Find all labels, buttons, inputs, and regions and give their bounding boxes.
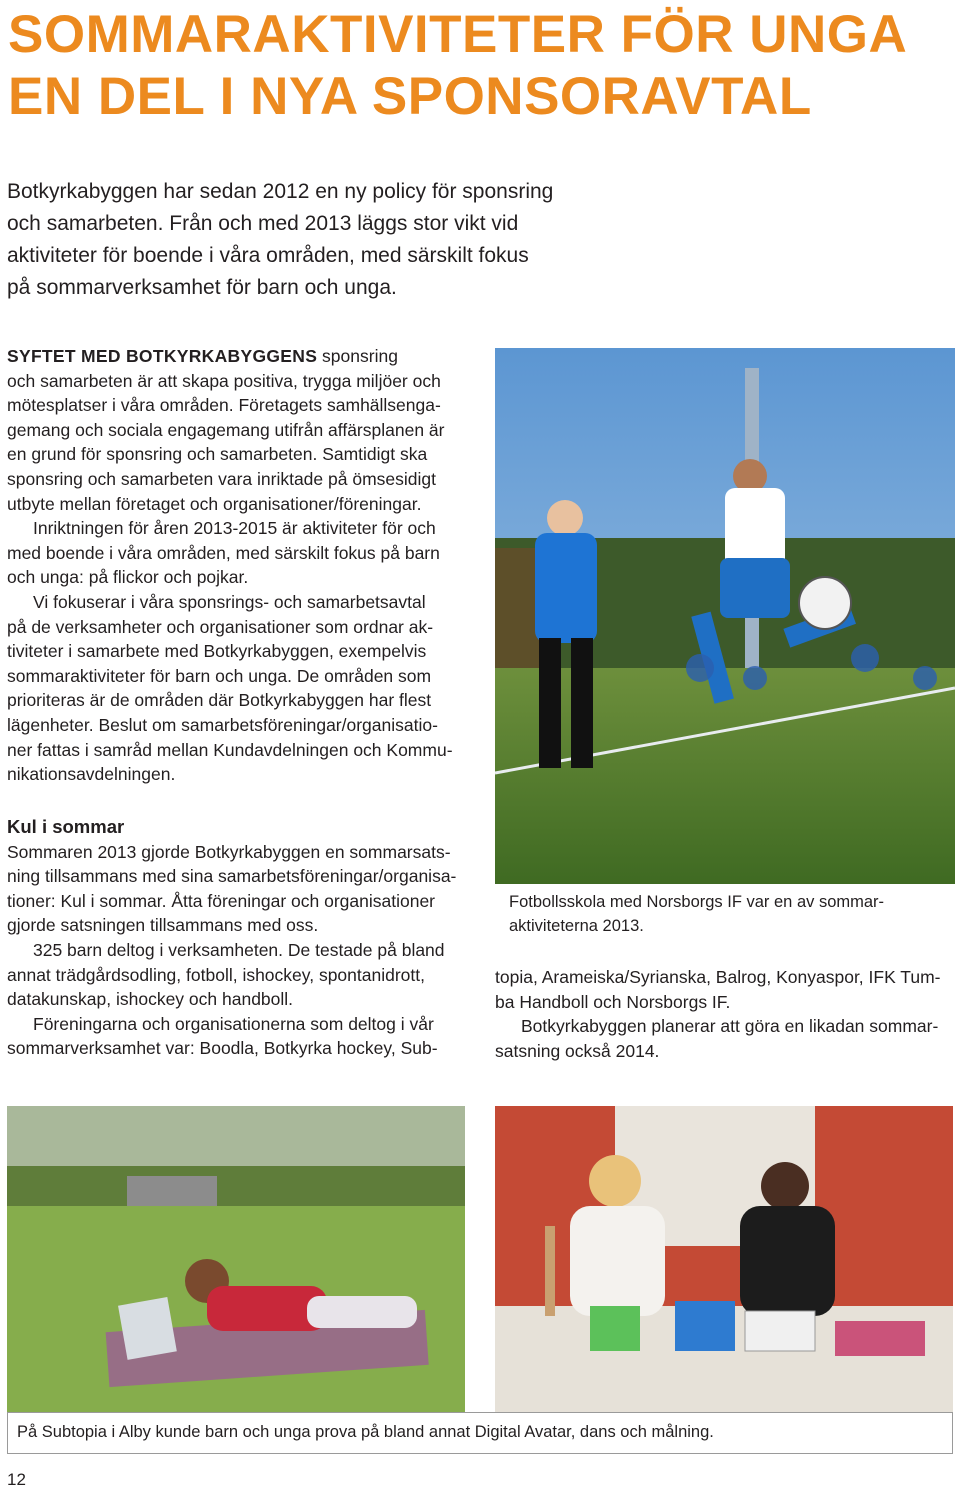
right-paragraph-2 [495,1014,955,1063]
text-line: lägenheter. Beslut om samarbetsföreningar/organisatio- [7,714,438,735]
text-line: prioriteras är de områden där Botkyrkabyggen har flest [7,690,432,711]
football-ball [799,577,851,629]
text-line: mötesplatser i våra områden. Företagets samhällsenga- [7,395,441,416]
text-line: sponsring och samarbeten vara inriktade på ömsesidigt [7,468,436,489]
text-line: ba Handboll och Norsborgs IF. [495,991,731,1012]
body-paragraph-3 [7,590,477,787]
text-line: och samarbeten är att skapa positiva, trygga miljöer och [7,370,441,391]
text-line: utbyte mellan företaget och organisationer/föreningar. [7,493,422,514]
text-line: sommarverksamhet var: Boodla, Botkyrka hockey, Sub- [7,1038,438,1059]
text-line: och unga: på flickor och pojkar. [7,567,249,588]
text-line: en grund för sponsring och samarbeten. Samtidigt ska [7,444,428,465]
text-line: Sommaren 2013 gjorde Botkyrkabyggen en sommarsats- [7,841,451,862]
text-line: sommaraktiviteter för barn och unga. De områden som [7,665,432,686]
lead-line: aktiviteter för boende i våra områden, med särskilt fokus [7,244,529,267]
section-paragraph-3 [7,1012,482,1061]
text-line: med boende i våra områden, med särskilt fokus på barn [7,542,440,563]
section-heading [7,815,482,840]
text-line: tioner: Kul i sommar. Åtta föreningar och organisationer [7,890,435,911]
text-line: Fotbollsskola med Norsborgs IF var en av sommar- [509,893,885,911]
lead-paragraph [7,176,607,304]
text-line: Botkyrkabyggen planerar att göra en likadan sommar- [521,1016,939,1037]
football-photo [495,348,955,884]
lead-line: på sommarverksamhet för barn och unga. [7,276,397,299]
text-line: datakunskap, ishockey och handboll. [7,989,294,1010]
text-line: sponsring [317,346,398,366]
right-paragraph-1 [495,965,955,1014]
text-line: ner fattas i samråd mellan Kundavdelningen och Kommu- [7,739,453,760]
text-line: ning tillsammans med sina samarbetsföreningar/organisa- [7,866,457,887]
body-paragraph-2 [7,516,477,590]
text-line: aktiviteterna 2013. [509,917,644,935]
photo-caption: På Subtopia i Alby kunde barn och unga prova på bland annat Digital Avatar, dans och målning. [17,1423,714,1441]
text-line: 325 barn deltog i verksamheten. De testade på bland [33,939,445,960]
text-line: satsning också 2014. [495,1040,660,1061]
lead-line: Botkyrkabyggen har sedan 2012 en ny policy för sponsring [7,180,554,203]
run-in-caps: SYFTET MED BOTKYRKABYGGENS [7,346,318,366]
section-paragraph-1 [7,840,482,938]
text-line: Vi fokuserar i våra sponsrings- och samarbetsavtal [33,591,426,612]
text-line: Föreningarna och organisationerna som deltog i vår [33,1013,434,1034]
text-line: topia, Arameiska/Syrianska, Balrog, Konyaspor, IFK Tum- [495,967,941,987]
section-kul-i-sommar [7,815,482,1061]
title-line-1: SOMMARAKTIVITETER FÖR UNGA [8,5,908,64]
heading-text: Kul i sommar [7,816,125,837]
page-number: 12 [7,1470,26,1489]
workshop-photo [495,1106,953,1412]
football-caption [509,890,949,938]
text-line: på de verksamheter och organisationer som ordnar ak- [7,616,434,637]
text-line: tiviteter i samarbete med Botkyrkabyggen, exempelvis [7,641,427,662]
text-line: annat trädgårdsodling, fotboll, ishockey, spontanidrott, [7,964,425,985]
text-line: gemang och sociala engagemang utifrån affärsplanen är [7,419,445,440]
text-line: gjorde satsningen tillsammans med oss. [7,915,319,936]
body-column-right [495,965,955,1063]
text-line: nikationsavdelningen. [7,764,176,785]
text-line: Inriktningen för åren 2013-2015 är aktiviteter för och [33,518,436,539]
page-title [8,4,958,128]
photo-caption-box [7,1412,953,1454]
lead-line: och samarbeten. Från och med 2013 läggs stor vikt vid [7,212,519,235]
section-paragraph-2 [7,938,482,1012]
title-line-2: EN DEL I NYA SPONSORAVTAL [8,67,812,126]
body-paragraph-1 [7,344,477,516]
body-column-left [7,344,477,787]
garden-photo [7,1106,465,1412]
